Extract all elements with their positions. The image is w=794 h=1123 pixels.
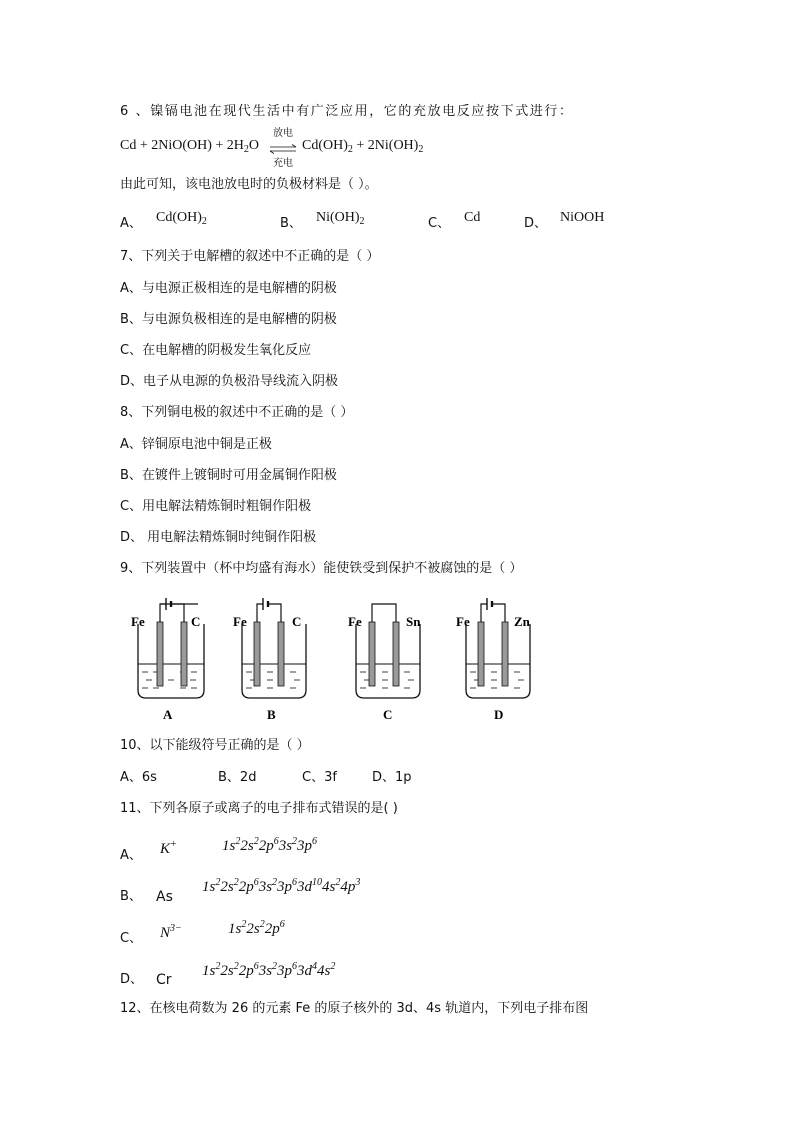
device-d-right-label: Zn <box>514 614 530 629</box>
device-d <box>456 598 531 722</box>
q12-stem: 12、在核电荷数为 26 的元素 Fe 的原子核外的 3d、4s 轨道内，下列电子排布图 <box>120 1001 589 1016</box>
q10-option-b: B、2d <box>218 770 257 785</box>
q6-stem: 6 、镍镉电池在现代生活中有广泛应用，它的充放电反应按下式进行： <box>120 104 574 119</box>
discharge-label: 放电 <box>273 128 293 139</box>
q6-option-c-formula: Cd <box>464 210 481 225</box>
orbital-term: 2s <box>220 879 234 895</box>
electron-count: 2 <box>272 961 278 972</box>
q6-question: 由此可知，该电池放电时的负极材料是（ ）。 <box>120 177 378 192</box>
electron-count: 2 <box>253 836 259 847</box>
q6-option-b-letter: B、 <box>280 216 302 231</box>
electron-count: 6 <box>279 919 285 930</box>
q10-option-a: A、6s <box>120 770 157 785</box>
orbital-term: 4s <box>317 963 331 979</box>
q9-stem: 9、下列装置中（杯中均盛有海水）能使铁受到保护不被腐蚀的是（ ） <box>120 561 523 576</box>
electron-count: 2 <box>272 877 278 888</box>
device-d-left-label: Fe <box>456 614 470 629</box>
device-b-left-label: Fe <box>233 614 247 629</box>
q11-option-b-species: As <box>156 889 173 905</box>
q7-stem: 7、下列关于电解槽的叙述中不正确的是（ ） <box>120 249 380 264</box>
q7-option-c: C、在电解槽的阴极发生氧化反应 <box>120 343 312 358</box>
electron-count: 2 <box>241 919 247 930</box>
q6-reaction-arrow <box>268 128 298 169</box>
q10-stem: 10、以下能级符号正确的是（ ） <box>120 738 310 753</box>
q6-option-b-formula: $Ni(OH)_2$ <box>316 210 365 227</box>
electron-count: 2 <box>233 877 239 888</box>
electron-count: 2 <box>330 961 336 972</box>
orbital-term: 2p <box>264 921 280 937</box>
device-a-right-label: C <box>191 614 201 629</box>
orbital-term: 2s <box>246 921 260 937</box>
q8-option-c: C、用电解法精炼铜时粗铜作阳极 <box>120 499 312 514</box>
device-d-label: D <box>494 707 504 722</box>
q8-option-d: D、 用电解法精炼铜时纯铜作阳极 <box>120 530 317 545</box>
q6-option-c-letter: C、 <box>428 216 451 231</box>
q11-option-c-species: $N^{3-}$ <box>160 923 182 941</box>
device-c-label: C <box>383 707 393 722</box>
q11-option-c-config <box>228 916 285 938</box>
q11-option-c-letter: C、 <box>120 931 143 946</box>
device-b-label: B <box>267 707 276 722</box>
electron-count: 3 <box>355 877 361 888</box>
q11-option-a-species: K+ <box>160 839 177 857</box>
q7-option-d: D、电子从电源的负极沿导线流入阴极 <box>120 374 339 389</box>
q6-option-d-formula: NiOOH <box>560 210 605 225</box>
q11-option-d-letter: D、 <box>120 972 144 987</box>
q6-equation-left: $Cd + 2NiO(OH) + 2H_2O$ <box>120 138 260 155</box>
device-b-right-label: C <box>292 614 302 629</box>
electron-count: 4 <box>312 961 318 972</box>
device-c-right-label: Sn <box>406 614 421 629</box>
orbital-term: 1s <box>228 921 242 937</box>
device-a-label: A <box>163 707 173 722</box>
electron-count: 6 <box>292 877 298 888</box>
orbital-term: 2s <box>220 963 234 979</box>
orbital-term: 3p <box>277 879 293 895</box>
q10-option-d: D、1p <box>372 770 412 785</box>
orbital-term: 3p <box>277 963 293 979</box>
orbital-term: 2p <box>238 879 254 895</box>
electron-count: 10 <box>312 877 323 888</box>
orbital-term: 1s <box>222 838 236 854</box>
q6-option-d-letter: D、 <box>524 216 548 231</box>
electron-count: 2 <box>335 877 341 888</box>
orbital-term: 3p <box>297 838 313 854</box>
electron-count: 6 <box>312 836 318 847</box>
orbital-term: 4s <box>322 879 336 895</box>
electron-count: 2 <box>235 836 241 847</box>
orbital-term: 3d <box>297 879 313 895</box>
q8-stem: 8、下列铜电极的叙述中不正确的是（ ） <box>120 405 354 420</box>
q11-stem: 11、下列各原子或离子的电子排布式错误的是( ) <box>120 801 398 816</box>
device-b <box>233 598 306 722</box>
electron-count: 6 <box>273 836 279 847</box>
reversible-arrow-icon <box>268 144 298 154</box>
q6-equation-right: $Cd(OH)_2 + 2Ni(OH)_2$ <box>302 138 424 155</box>
electron-count: 6 <box>253 961 259 972</box>
orbital-term: 2p <box>238 963 254 979</box>
electron-count: 6 <box>292 961 298 972</box>
orbital-term: 3s <box>258 879 273 895</box>
orbital-term: 2p <box>258 838 274 854</box>
orbital-term: 3d <box>297 963 313 979</box>
q11-option-d-species: Cr <box>156 972 172 988</box>
q9-apparatus-figure <box>120 592 560 727</box>
q8-option-a: A、锌铜原电池中铜是正极 <box>120 437 272 452</box>
q7-option-b: B、与电源负极相连的是电解槽的阴极 <box>120 312 337 327</box>
electron-count: 2 <box>215 877 221 888</box>
electron-count: 2 <box>233 961 239 972</box>
q8-option-b: B、在镀件上镀铜时可用金属铜作阳极 <box>120 468 337 483</box>
orbital-term: 3s <box>278 838 293 854</box>
orbital-term: 2s <box>240 838 254 854</box>
q10-option-c: C、3f <box>302 770 337 785</box>
q6-option-a-letter: A、 <box>120 216 142 231</box>
wire-icon <box>372 604 396 624</box>
device-c-left-label: Fe <box>348 614 362 629</box>
q11-option-a-config <box>222 833 317 855</box>
electron-count: 2 <box>259 919 265 930</box>
charge-label: 充电 <box>273 158 293 169</box>
electron-count: 2 <box>292 836 298 847</box>
q11-option-a-letter: A、 <box>120 848 142 863</box>
device-a-left-label: Fe <box>131 614 145 629</box>
orbital-term: 1s <box>202 879 216 895</box>
orbital-term: 3s <box>258 963 273 979</box>
device-a <box>131 598 204 722</box>
q6-option-a-formula: $Cd(OH)_2$ <box>156 210 207 227</box>
orbital-term: 1s <box>202 963 216 979</box>
orbital-term: 4p <box>340 879 356 895</box>
q11-option-b-letter: B、 <box>120 889 142 904</box>
electron-count: 2 <box>215 961 221 972</box>
q11-option-b-config <box>202 874 360 896</box>
q7-option-a: A、与电源正极相连的是电解槽的阴极 <box>120 281 337 296</box>
q11-option-d-config <box>202 958 335 980</box>
device-c <box>348 604 421 722</box>
electron-count: 6 <box>253 877 259 888</box>
